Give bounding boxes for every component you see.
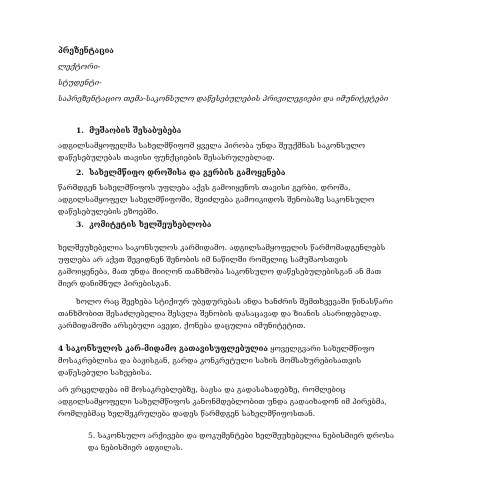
section2-line: წარმდგენ სახელმწიფოს უფლება აქვს გამოიყენოს თავისი გერბი, დროშა, bbox=[58, 183, 351, 192]
section3-para2-line: ხოლო რაც შეეხება სტიქიურ უბედურებას ანდა ხანძრის შემთხვევაში წინასწარი bbox=[76, 297, 393, 306]
section3-para2-line: კარმიდამოში არსებული ავეჯი, ქონება დაცულია იმუნიტეტით. bbox=[58, 321, 306, 330]
section4-para2-line: ადგილსამყოფელი სახელმწიფოს კანონმდებლობით უნდა გადაიხადონ იმ პირებმა, bbox=[58, 397, 387, 406]
section1-line: ადგილსამყოფელმა სახელმწიფომ ყველა პირობა უნდა შეუქმნას საკონსულო bbox=[58, 141, 366, 150]
section4-lead: 4 საკონსულოს კარ-მიდამო გათავისუფლებულია bbox=[58, 344, 268, 353]
section1-heading-text: მუშაობის შესაბუბება bbox=[89, 126, 182, 135]
section3-heading-text: კომიტეტის ხელშეუხებლობა bbox=[89, 220, 212, 229]
section2-heading-text: სახელმწიფო დროშისა და გერბის გამოყენება bbox=[89, 168, 286, 177]
student-line: სტუდენტი- bbox=[58, 78, 102, 87]
section4-para1-line: მოსაკრებლისა და ბაჟისგან, გარდა კონკრეტული სახის მომსახურებისათვის bbox=[58, 356, 362, 365]
document-title: პრეზენტაცია bbox=[58, 46, 114, 55]
section5-line: 5. საკონსულო არქივები და დოკუმენტები ხელშეუხებელია ნებისმიერ დროსა bbox=[88, 431, 394, 440]
section4-lead-line bbox=[58, 344, 374, 354]
section5-line: და ნებისმიერ ადგილას. bbox=[88, 443, 183, 452]
section3-para1-line: მიერ დანიშნულ პირებისგან. bbox=[58, 279, 172, 288]
topic-line: საპრეზენტაციო თემა-საკონსულო დაწესებულების პრივილეგიები და იმუნიტეტები bbox=[58, 94, 389, 103]
section3-para1-line: ხელშეუხებელია საკონსულოს კარმიდამო. ადგილსამყოფელის წარმომადგენლებს bbox=[58, 243, 386, 252]
section4-para2-line: არ ვრცელდება იმ მოსაკრებლებზე, ბაჟსა და გადასახადებზე, რომლებიც bbox=[58, 385, 346, 394]
section3-para2-line: თანხმობით შესაძლებელია შესვლა შენობის დასაცავად და ზიანის ასარიდებლად. bbox=[58, 309, 382, 318]
section4-para2-line: რომლებმაც ხელშეკრულება დადეს წარმდგენ სახელმწიფოსთან. bbox=[58, 409, 316, 418]
section3-heading: 3. კომიტეტის ხელშეუხებლობა bbox=[76, 220, 212, 229]
section2-heading: 2. სახელმწიფო დროშისა და გერბის გამოყენება bbox=[76, 168, 286, 177]
section1-heading: 1. მუშაობის შესაბუბება bbox=[76, 126, 182, 135]
section1-line: დაწესებულებას თავისი ფუნქციების შესასრულებლად. bbox=[58, 153, 275, 162]
section3-para1-line: გამოიყენება, მათ უნდა მიიღონ თანხმობა საკონსულო დაწესებულებისგან ან მათ bbox=[58, 267, 382, 276]
section2-line: დაწესებულების ეზოებში. bbox=[58, 207, 159, 216]
section3-para1-line: უფლება არ აქვთ შევიდნენ შენობის იმ ნაწილში რომელიც სამუშაოსთვის bbox=[58, 255, 348, 264]
lecturer-line: ლექტორი- bbox=[58, 62, 101, 71]
section2-line: ადგილსამყოფელ სახელმწიფოში, შეიძლება გამოიკიდოს შენობაზე საკონსულო bbox=[58, 195, 375, 204]
section4-lead-rest: ყოველგვარი სახელმწიფო bbox=[267, 344, 375, 353]
section4-para1-line: დაწესებული სახეებისა. bbox=[58, 368, 152, 377]
